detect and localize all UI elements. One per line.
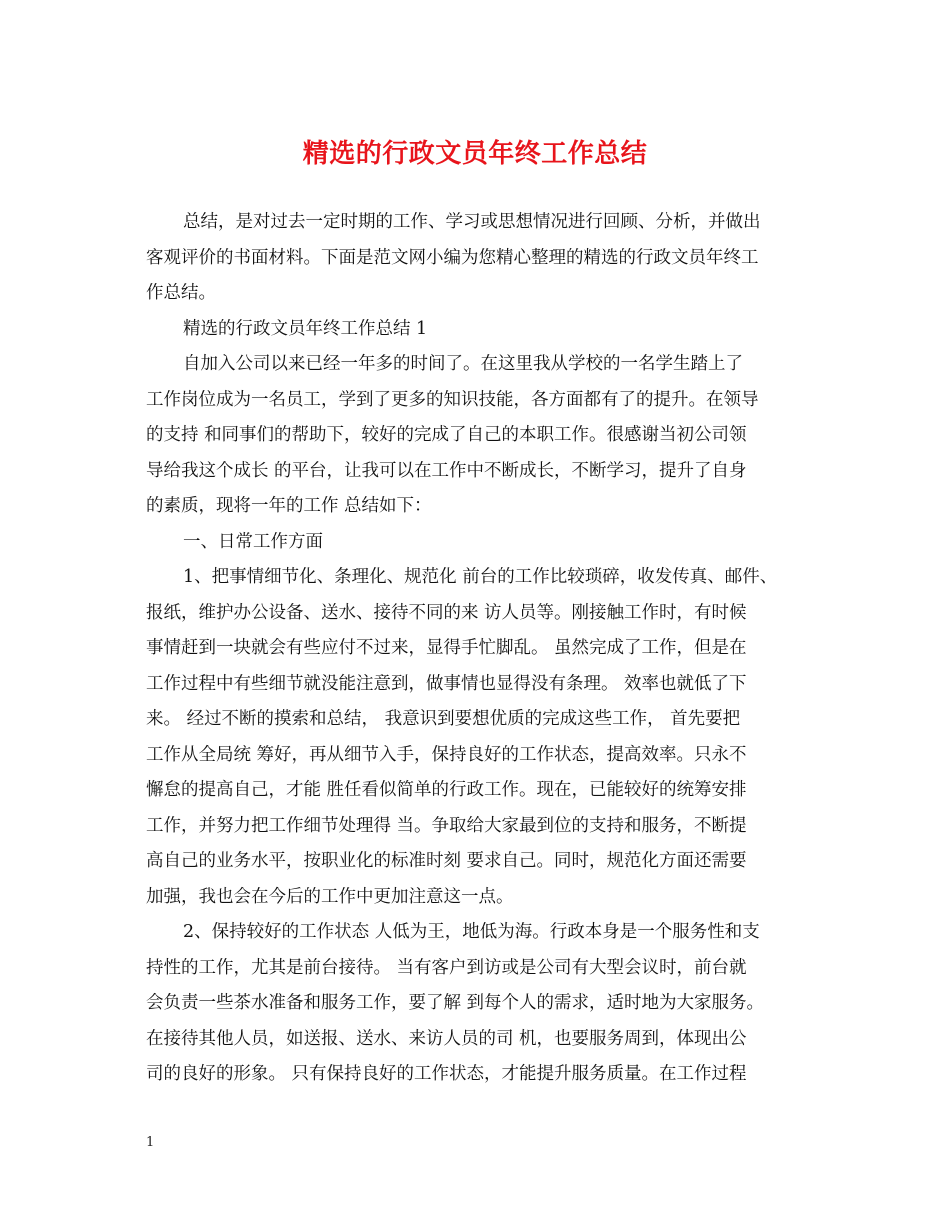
text-line: 加强，我也会在今后的工作中更加注意这一点。	[146, 886, 514, 907]
text-line: 工作岗位成为一名员工，学到了更多的知识技能，各方面都有了的提升。在领导	[146, 389, 759, 410]
text-line: 事情赶到一块就会有些应付不过来，显得手忙脚乱。 虽然完成了工作，但是在	[146, 638, 747, 658]
text-line: 工作过程中有些细节就没能注意到，做事情也显得没有条理。 效率也就低了下	[146, 673, 747, 694]
document-title: 精选的行政文员年终工作总结	[302, 139, 648, 169]
text-line: 工作从全局统 筹好，再从细节入手，保持良好的工作状态，提高效率。只永不	[146, 744, 747, 765]
text-line: 的素质，现将一年的工作 总结如下：	[146, 496, 432, 516]
text-line: 工作，并努力把工作细节处理得 当。争取给大家最到位的支持和服务，不断提	[146, 815, 747, 836]
text-line: 司的良好的形象。 只有保持良好的工作状态，才能提升服务质量。在工作过程	[146, 1064, 747, 1084]
text-line: 报纸，维护办公设备、送水、接待不同的来 访人员等。刚接触工作时，有时候	[146, 602, 747, 623]
text-line: 持性的工作，尤其是前台接待。 当有客户到访或是公司有大型会议时，前台就	[146, 957, 747, 978]
text-line: 总结，是对过去一定时期的工作、学习或思想情况进行回顾、分析，并做出	[183, 212, 761, 232]
text-line: 会负责一些茶水准备和服务工作，要了解 到每个人的需求，适时地为大家服务。	[146, 993, 765, 1013]
text-line: 导给我这个成长 的平台，让我可以在工作中不断成长，不断学习，提升了自身	[146, 460, 747, 481]
text-line: 客观评价的书面材料。下面是范文网小编为您精心整理的精选的行政文员年终工	[146, 247, 759, 268]
page-number: 1	[146, 1135, 155, 1150]
text-line: 一、日常工作方面	[183, 531, 323, 552]
text-line: 在接待其他人员，如送报、送水、来访人员的司 机，也要服务周到，体现出公	[146, 1028, 747, 1049]
text-line: 的支持 和同事们的帮助下，较好的完成了自己的本职工作。很感谢当初公司领	[146, 425, 747, 445]
text-line: 作总结。	[146, 283, 216, 303]
text-line: 自加入公司以来已经一年多的时间了。在这里我从学校的一名学生踏上了	[183, 354, 743, 374]
text-line: 精选的行政文员年终工作总结 1	[183, 318, 428, 339]
text-line: 1、把事情细节化、条理化、规范化 前台的工作比较琐碎，收发传真、邮件、	[183, 567, 778, 587]
text-line: 懈怠的提高自己，才能 胜任看似简单的行政工作。现在，已能较好的统筹安排	[146, 780, 747, 800]
text-line: 来。 经过不断的摸索和总结， 我意识到要想优质的完成这些工作， 首先要把	[146, 709, 741, 729]
text-line: 高自己的业务水平，按职业化的标准时刻 要求自己。同时，规范化方面还需要	[146, 851, 747, 871]
document-body	[146, 205, 818, 1093]
text-line: 2、保持较好的工作状态 人低为王，地低为海。行政本身是一个服务性和支	[183, 922, 760, 942]
